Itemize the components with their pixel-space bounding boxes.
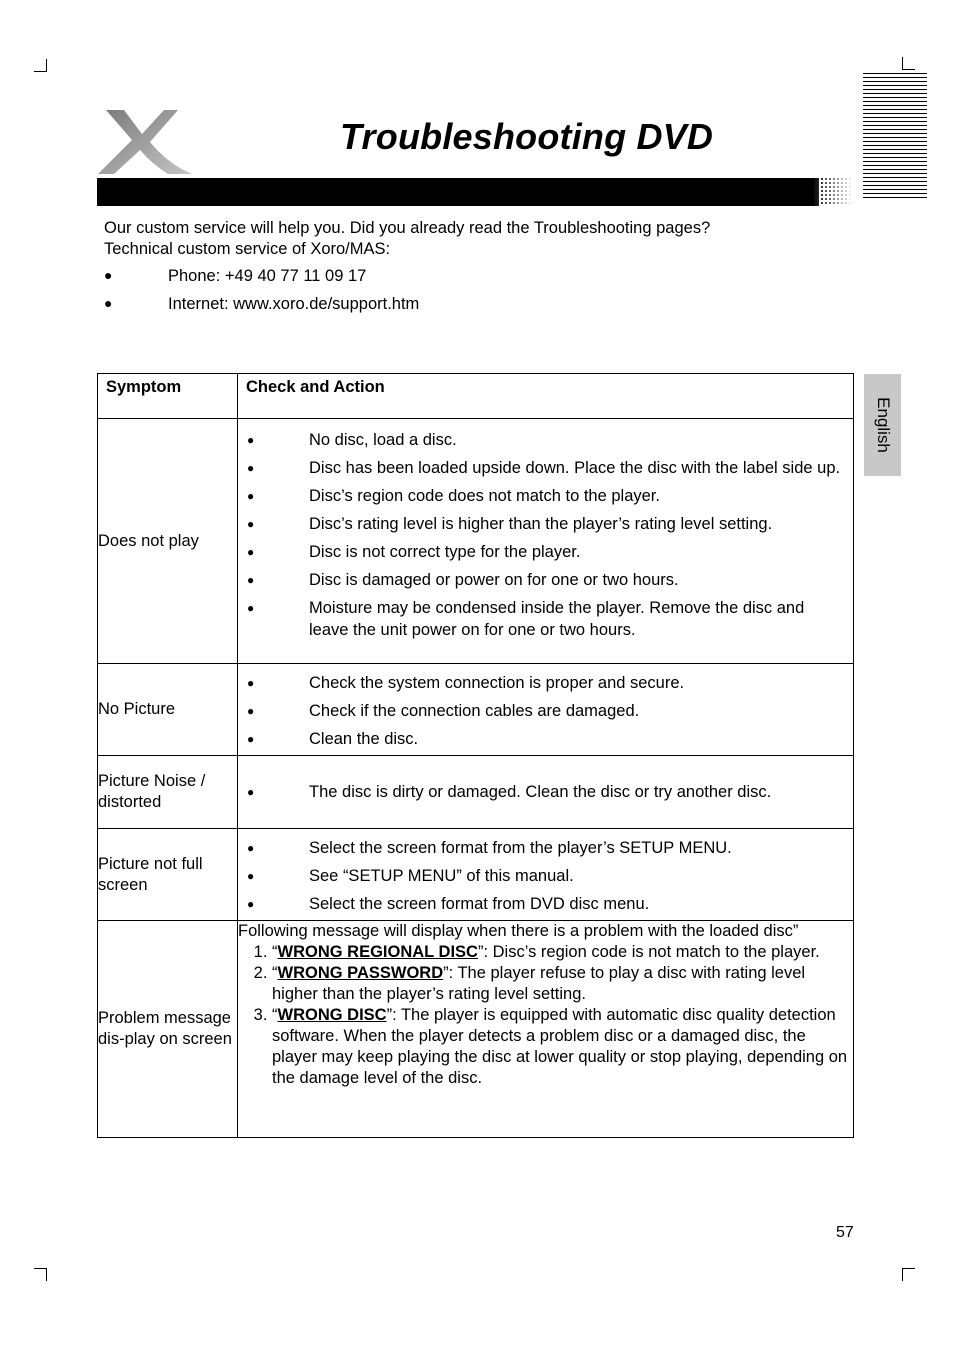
message-cell [238, 921, 854, 1138]
message-key: WRONG DISC [277, 1006, 387, 1024]
header-symptom: Symptom [98, 374, 238, 419]
action-item: ● Moisture may be condensed inside the player. Remove the disc and leave the unit power on for one or two hours. [238, 597, 853, 641]
crop-mark-bottom-right [902, 1268, 915, 1281]
message-desc: ”: Disc’s region code is not match to the player. [477, 943, 820, 961]
symptom-cell: Problem message dis-play on screen [98, 921, 238, 1138]
intro-text [104, 218, 824, 260]
action-item: ● Disc has been loaded upside down. Place the disc with the label side up. [238, 457, 853, 479]
message-item [272, 942, 853, 963]
table-row [98, 829, 854, 921]
crop-mark-top-left [34, 59, 47, 72]
message-intro: Following message will display when there is a problem with the loaded disc” [238, 922, 799, 940]
crop-mark-top-right [902, 57, 915, 70]
quote-open: “ [272, 943, 278, 961]
phone-text: Phone: +49 40 77 11 09 17 [168, 267, 367, 285]
table-row [98, 664, 854, 756]
troubleshooting-table [97, 373, 854, 1138]
action-cell [238, 829, 854, 921]
action-item: ● Check the system connection is proper and secure. [238, 672, 853, 694]
page-number: 57 [836, 1224, 854, 1241]
symptom-cell: Picture Noise / distorted [98, 756, 238, 829]
message-item [272, 963, 853, 1005]
action-cell [238, 664, 854, 756]
language-tab [864, 374, 901, 476]
table-header-row [98, 374, 854, 419]
table-row [98, 921, 854, 1138]
crop-mark-bottom-left [34, 1268, 47, 1281]
message-key: WRONG REGIONAL DISC [277, 943, 478, 961]
action-item: ● Clean the disc. [238, 728, 853, 750]
action-item: ● Disc is not correct type for the player. [238, 541, 853, 563]
quote-open: “ [272, 964, 278, 982]
xoro-logo-icon [94, 108, 194, 176]
action-item: ● Check if the connection cables are damaged. [238, 700, 853, 722]
action-item: ● See “SETUP MENU” of this manual. [238, 865, 853, 887]
internet-text: Internet: www.xoro.de/support.htm [168, 295, 420, 313]
page-title: Troubleshooting DVD [340, 116, 714, 157]
bullet-icon: ● [104, 295, 113, 311]
language-tab-label: English [873, 397, 893, 453]
action-item: ● Disc is damaged or power on for one or two hours. [238, 569, 853, 591]
table-row [98, 756, 854, 829]
action-item: ● Select the screen format from the player’s SETUP MENU. [238, 837, 853, 859]
header-check-action: Check and Action [238, 374, 854, 419]
symptom-cell: Does not play [98, 419, 238, 664]
message-key: WRONG PASSWORD [277, 964, 444, 982]
symptom-cell: Picture not full screen [98, 829, 238, 921]
message-desc: ”: The player refuse to play a disc with rating level higher than the player’s rating level setting. [272, 964, 806, 1003]
intro-line: Our custom service will help you. Did you already read the Troubleshooting pages? [104, 219, 711, 237]
action-item: ● No disc, load a disc. [238, 429, 853, 451]
symptom-cell: No Picture [98, 664, 238, 756]
action-cell [238, 419, 854, 664]
intro-line: Technical custom service of Xoro/MAS: [104, 240, 391, 258]
action-item: ● Select the screen format from DVD disc menu. [238, 893, 853, 915]
header-bar [97, 178, 853, 206]
message-list [238, 942, 853, 1089]
table-row [98, 419, 854, 664]
action-item: ● The disc is dirty or damaged. Clean the disc or try another disc. [238, 781, 853, 803]
message-item [272, 1005, 853, 1089]
action-cell [238, 756, 854, 829]
bullet-icon: ● [104, 267, 113, 283]
action-item: ● Disc’s region code does not match to the player. [238, 485, 853, 507]
decorative-stripes [863, 73, 927, 199]
action-item: ● Disc’s rating level is higher than the player’s rating level setting. [238, 513, 853, 535]
quote-open: “ [272, 1006, 278, 1024]
message-desc: ”: The player is equipped with automatic disc quality detection software. When the player detects a problem disc or a damaged disc, the player may keep playing the disc at lower quality or stop playing, depending on the damage level of the disc. [272, 1006, 848, 1087]
